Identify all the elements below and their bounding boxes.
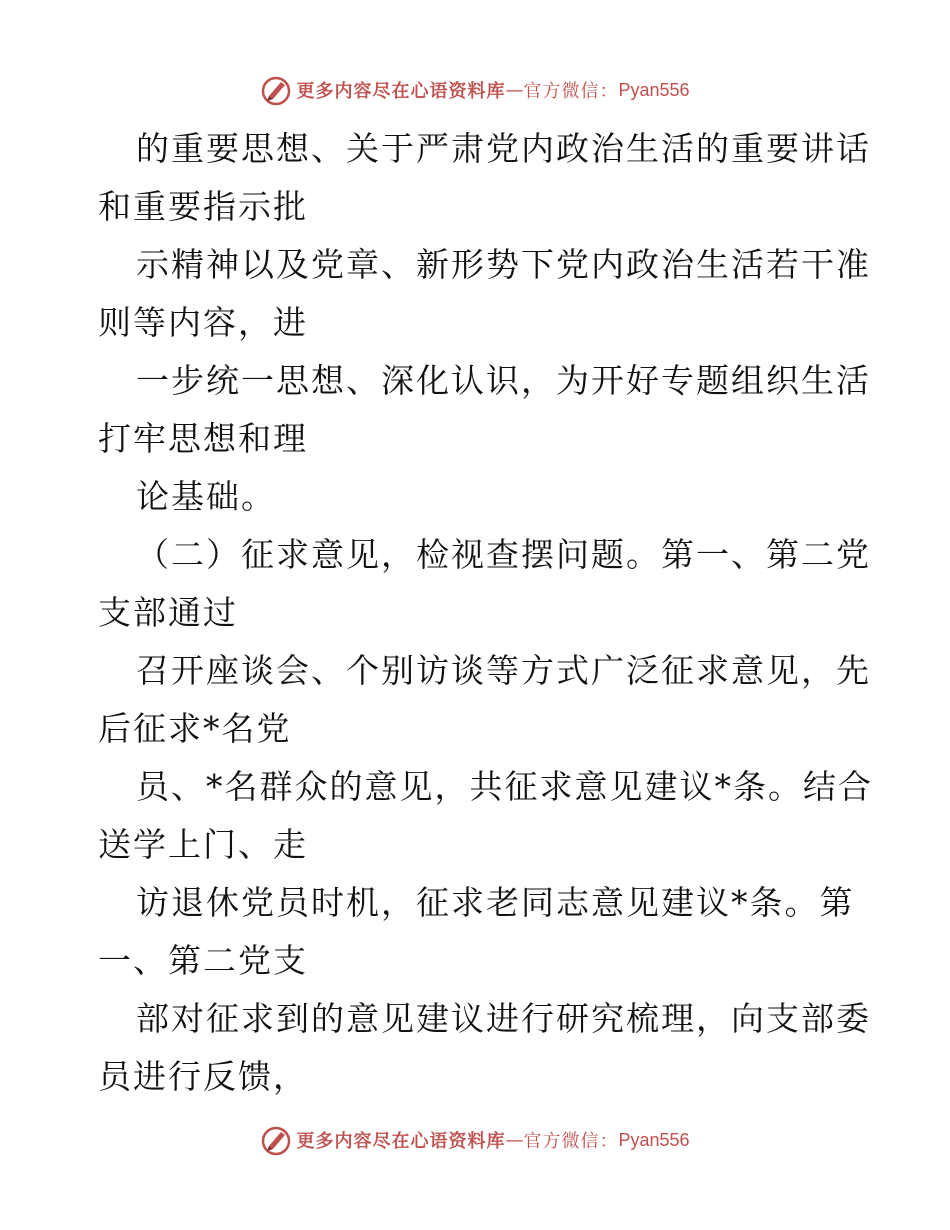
- text-line: 访退休党员时机，征求老同志意见建议*条。第: [136, 883, 855, 922]
- text-line: 召开座谈会、个别访谈等方式广泛征求意见，先: [136, 651, 871, 690]
- footer-watermark: [0, 1120, 950, 1160]
- watermark-main-text: 更多内容尽在心语资料库: [296, 81, 506, 102]
- watermark-sub-text: 官方微信：: [523, 1131, 619, 1152]
- text-line: 则等内容，进: [98, 303, 308, 342]
- header-watermark: [0, 70, 950, 110]
- watermark-main-text: 更多内容尽在心语资料库: [296, 1131, 506, 1152]
- watermark-sub-text: 官方微信：: [523, 81, 619, 102]
- text-line: 支部通过: [98, 593, 238, 632]
- document-body: [98, 120, 873, 1106]
- text-line: 员进行反馈，: [98, 1057, 308, 1096]
- text-line: 和重要指示批: [98, 187, 308, 226]
- watermark-wechat-id: Pyan556: [618, 1129, 690, 1150]
- text-line: 员、*名群众的意见，共征求意见建议*条。结合: [136, 767, 873, 806]
- watermark-separator: —: [505, 79, 524, 101]
- text-line: 后征求*名党: [98, 709, 292, 748]
- text-line: 送学上门、走: [98, 825, 308, 864]
- text-line: 一步统一思想、深化认识，为开好专题组织生活: [136, 361, 871, 400]
- text-line: 部对征求到的意见建议进行研究梳理，向支部委: [136, 999, 871, 1038]
- pen-logo-icon: [260, 1124, 292, 1156]
- text-line: 示精神以及党章、新形势下党内政治生活若干准: [136, 245, 871, 284]
- watermark-wechat-id: Pyan556: [618, 79, 690, 100]
- text-line: 论基础。: [136, 477, 276, 516]
- text-line: 的重要思想、关于严肃党内政治生活的重要讲话: [136, 129, 871, 168]
- text-line: 一、第二党支: [98, 941, 308, 980]
- text-line: 打牢思想和理: [98, 419, 308, 458]
- pen-logo-icon: [260, 74, 292, 106]
- text-line: （二）征求意见，检视查摆问题。第一、第二党: [136, 535, 871, 574]
- watermark-separator: —: [505, 1129, 524, 1151]
